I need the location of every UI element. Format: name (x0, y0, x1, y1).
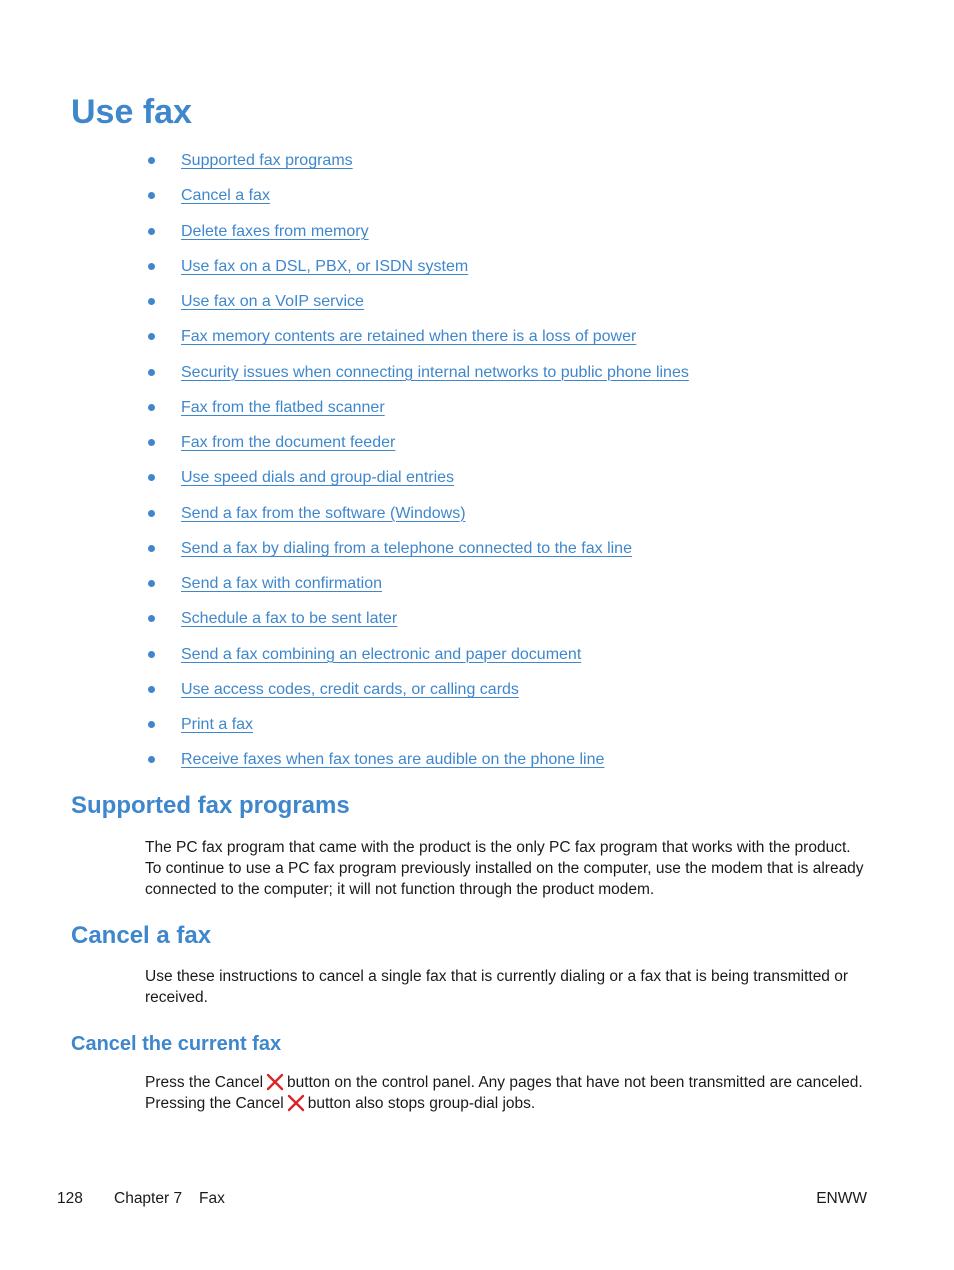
cancel-a-fax-paragraph: Use these instructions to cancel a single fax that is currently dialing or a fax that is being transmitted or received. (145, 968, 849, 1006)
topic-link[interactable]: Supported fax programs (181, 152, 353, 170)
subsection-heading-cancel-current-fax: Cancel the current fax (71, 1033, 282, 1055)
list-item (146, 672, 689, 707)
list-item (146, 566, 689, 601)
bullet-icon (148, 474, 155, 481)
page-number: 128 (57, 1190, 83, 1207)
list-item (146, 496, 689, 531)
topic-link[interactable]: Schedule a fax to be sent later (181, 610, 398, 628)
bullet-icon (148, 228, 155, 235)
topic-link[interactable]: Send a fax by dialing from a telephone connected to the fax line (181, 539, 632, 557)
section-heading-cancel-a-fax: Cancel a fax (71, 922, 212, 949)
list-item (146, 390, 689, 425)
topic-link[interactable]: Use fax on a VoIP service (181, 293, 364, 311)
bullet-icon (148, 263, 155, 270)
list-item (146, 249, 689, 284)
footer-chapter: Chapter 7 (114, 1190, 183, 1207)
list-item (146, 143, 689, 178)
list-item (146, 601, 689, 636)
list-item (146, 319, 689, 354)
bullet-icon (148, 157, 155, 164)
topic-link[interactable]: Cancel a fax (181, 187, 270, 205)
bullet-icon (148, 404, 155, 411)
list-item (146, 531, 689, 566)
bullet-icon (148, 439, 155, 446)
bullet-icon (148, 580, 155, 587)
bullet-icon (148, 686, 155, 693)
page-title: Use fax (71, 93, 192, 131)
list-item (146, 178, 689, 213)
bullet-icon (148, 756, 155, 763)
list-item (146, 425, 689, 460)
topic-link[interactable]: Delete faxes from memory (181, 222, 369, 240)
paragraph-text: button on the control panel. Any pages that have not been transmitted are canceled. Pressing the Cancel (145, 1074, 863, 1112)
topic-link[interactable]: Send a fax with confirmation (181, 575, 382, 593)
cancel-x-icon (287, 1094, 305, 1112)
topic-link[interactable]: Send a fax from the software (Windows) (181, 504, 466, 522)
list-item (146, 460, 689, 495)
bullet-icon (148, 545, 155, 552)
list-item (146, 742, 689, 777)
topic-link[interactable]: Fax memory contents are retained when there is a loss of power (181, 328, 637, 346)
topic-link[interactable]: Send a fax combining an electronic and paper document (181, 645, 582, 663)
topic-link[interactable]: Use speed dials and group-dial entries (181, 469, 455, 487)
topic-link[interactable]: Fax from the flatbed scanner (181, 398, 385, 416)
list-item (146, 707, 689, 742)
bullet-icon (148, 510, 155, 517)
topic-list (146, 143, 689, 778)
topic-link[interactable]: Receive faxes when fax tones are audible on the phone line (181, 751, 605, 769)
list-item (146, 355, 689, 390)
bullet-icon (148, 615, 155, 622)
paragraph-text: Press the Cancel (145, 1074, 264, 1091)
topic-link[interactable]: Print a fax (181, 716, 254, 734)
topic-link[interactable]: Fax from the document feeder (181, 434, 396, 452)
paragraph-text: button also stops group-dial jobs. (307, 1095, 536, 1112)
bullet-icon (148, 721, 155, 728)
supported-fax-programs-paragraph: The PC fax program that came with the product is the only PC fax program that works with the product. To continue to use a PC fax program previously installed on the computer, use the modem that is already connected to the computer; it will not function through the product modem. (145, 839, 864, 898)
bullet-icon (148, 298, 155, 305)
topic-link[interactable]: Use access codes, credit cards, or calling cards (181, 680, 519, 698)
list-item (146, 637, 689, 672)
bullet-icon (148, 192, 155, 199)
cancel-x-icon (266, 1073, 284, 1091)
bullet-icon (148, 651, 155, 658)
footer-locale: ENWW (816, 1190, 867, 1207)
bullet-icon (148, 333, 155, 340)
list-item (146, 214, 689, 249)
bullet-icon (148, 369, 155, 376)
footer-chapter-title: Fax (199, 1190, 225, 1207)
topic-link[interactable]: Security issues when connecting internal networks to public phone lines (181, 363, 689, 381)
topic-link[interactable]: Use fax on a DSL, PBX, or ISDN system (181, 257, 469, 275)
section-heading-supported-fax-programs: Supported fax programs (71, 792, 350, 819)
list-item (146, 284, 689, 319)
cancel-current-fax-paragraph (145, 1072, 870, 1114)
